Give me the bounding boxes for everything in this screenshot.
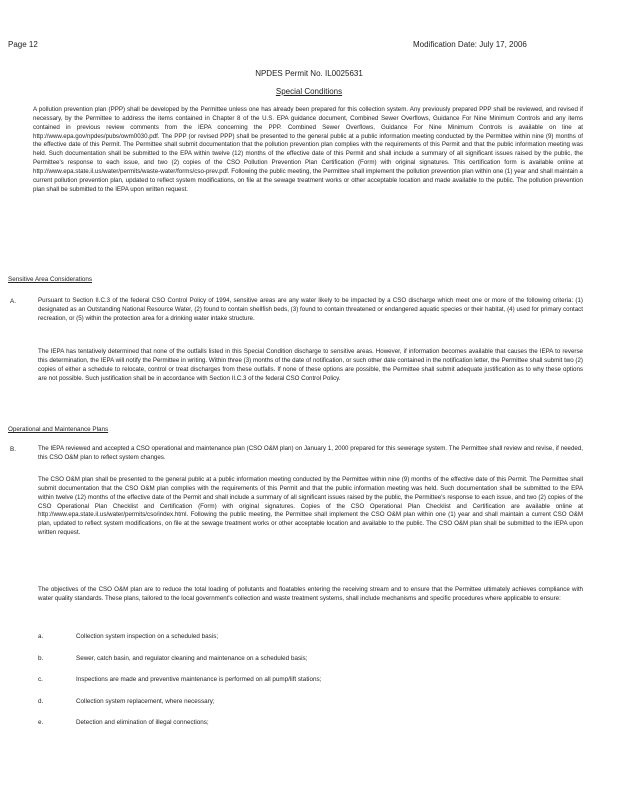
sensitive-area-followup-paragraph: The IEPA has tentatively determined that none of the outfalls listed in this Special Condition discharge to sensitive areas. However, if information becomes available that causes the IEPA to reverse this determination, the IEPA will notify the Permittee in writing. Within three (3) months of the date of notification, or such other date contained in the notification letter, the Permittee shall submit two (2) copies of either a schedule to relocate, control or treat discharges from these outfalls. If none of these options are possible, the Permittee shall submit adequate justification as to why these options are not possible. Such justification shall be in accordance with Section II.C.3 of the federal CSO Control Policy. [38, 348, 583, 382]
special-conditions-title: Special Conditions [275, 87, 343, 96]
page-number-label: Page 12 [8, 40, 38, 49]
om-plan-review-paragraph: The IEPA reviewed and accepted a CSO operational and maintenance plan (CSO O&M plan) on January 1, 2000 prepared for this sewerage system. The Permittee shall review and revise, if needed, this CSO O&M plan to reflect system changes. [38, 445, 583, 461]
operational-maintenance-heading: Operational and Maintenance Plans [8, 426, 109, 433]
list-item-number: a. [38, 633, 44, 640]
list-item-text: Collection system replacement, where necessary; [76, 698, 215, 705]
modification-date: Modification Date: July 17, 2006 [413, 40, 527, 49]
list-item-number: e. [38, 719, 44, 726]
om-plan-public-meeting-paragraph: The CSO O&M plan shall be presented to the general public at a public information meeting conducted by the Permittee within nine (9) months of the effective date of this Permit. The Permittee shall submit documentation that the CSO O&M plan complies with the requirements of this Permit and that the public information meeting was held. Such documentation shall be submitted to the EPA within twelve (12) months of the effective date of the Permit and shall include a summary of all significant issues raised by the public, the Permittee's response to each issue, and two (2) copies of the CSO Operational Plan Checklist and Certification (Form) with original signatures. Copies of the CSO Operational Plan Checklist and Certification are available online at http://www.epa.state.il.us/water/permits/cso/index.html. Following the public meeting, the Permittee shall implement the CSO O&M plan within one (1) year and shall maintain a current CSO O&M plan, updated to reflect system modifications, on file at the sewage treatment works or other acceptable location and available to the public. The CSO O&M plan shall be submitted to the IEPA upon written request. [38, 476, 583, 537]
list-item-text: Detection and elimination of illegal connections; [76, 719, 209, 726]
section-letter-b: B. [10, 446, 16, 453]
permit-title: NPDES Permit No. IL0025631 [255, 69, 363, 78]
list-item-number: d. [38, 698, 44, 705]
sensitive-area-paragraph: Pursuant to Section II.C.3 of the federal CSO Control Policy of 1994, sensitive areas are any water likely to be impacted by a CSO discharge which meet one or more of the following criteria: (1) designated as an Outstanding National Resource Water, (2) found to contain shellfish beds, (3) found to contain threatened or endangered aquatic species or their habitat, (4) used for primary contact recreation, or (5) within the protection area for a drinking water intake structure. [38, 297, 583, 322]
list-item-number: b. [38, 655, 44, 662]
sensitive-area-heading: Sensitive Area Considerations [8, 276, 93, 283]
list-item-text: Inspections are made and preventive maintenance is performed on all pump/lift stations; [76, 676, 322, 683]
pollution-prevention-paragraph: A pollution prevention plan (PPP) shall be developed by the Permittee unless one has already been prepared for this collection system. Any previously prepared PPP shall be reviewed, and revised if necessary, by the Permittee to address the items contained in Chapter 8 of the U.S. EPA guidance document, Combined Sewer Overflows, Guidance For Nine Minimum Controls and any items contained in previous review comments from the IEPA concerning the PPP. Combined Sewer Overflows, Guidance For Nine Minimum Controls is available on line at http://www.epa.gov/npdes/pubs/owm0030.pdf. The PPP (or revised PPP) shall be presented to the general public at a public information meeting conducted by the Permittee within nine (9) months of the effective date of this Permit. The Permittee shall submit documentation that the pollution prevention plan complies with the requirements of this Permit and that the public information meeting was held. Such documentation shall be submitted to the EPA within twelve (12) months of the effective date of this Permit and shall include a summary of all significant issues raised by the public, the Permittee's response to each issue, and two (2) copies of the CSO Pollution Prevention Plan Certification (Form) with original signatures. This certification form is available online at http://www.epa.state.il.us/water/permits/waste-water/forms/cso-prev.pdf. Following the public meeting, the Permittee shall implement the pollution prevention plan within one (1) year and shall maintain a current pollution prevention plan, updated to reflect system modifications, on file at the sewage treatment works or other acceptable location and made available to the public. The pollution prevention plan shall be submitted to the IEPA upon written request. [33, 106, 583, 193]
list-item-text: Sewer, catch basin, and regulator cleaning and maintenance on a scheduled basis; [76, 655, 308, 662]
list-item-number: c. [38, 676, 43, 683]
list-item-text: Collection system inspection on a scheduled basis; [76, 633, 219, 640]
om-plan-objectives-paragraph: The objectives of the CSO O&M plan are to reduce the total loading of pollutants and floatables entering the receiving stream and to ensure that the Permittee ultimately achieves compliance with water quality standards. These plans, tailored to the local government's collection and waste treatment systems, shall include mechanisms and specific procedures where applicable to ensure: [38, 586, 583, 602]
section-letter-a: A. [10, 298, 16, 305]
